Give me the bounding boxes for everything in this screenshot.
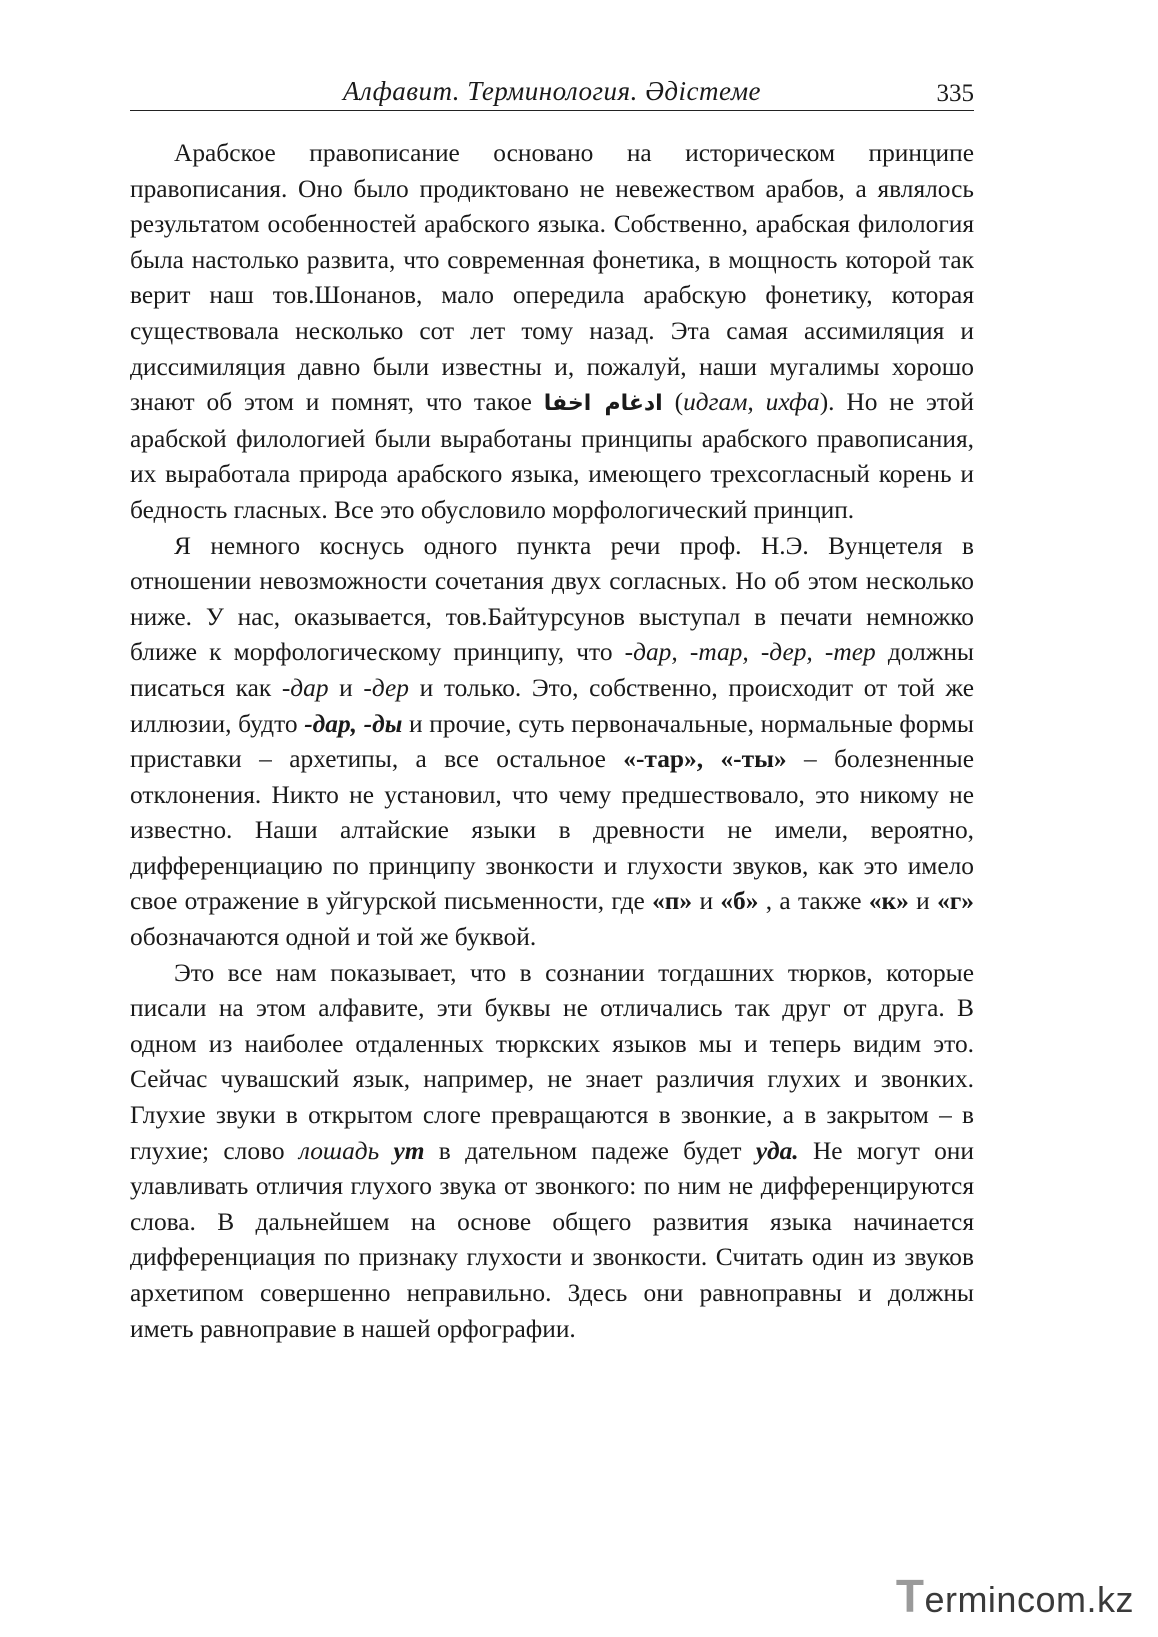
- paragraph: [130, 956, 974, 1348]
- page-header: [130, 70, 974, 111]
- page-number: 335: [936, 80, 974, 107]
- text-run: «к»: [868, 887, 909, 916]
- text-run: лошадь: [298, 1136, 380, 1165]
- paragraph: [130, 136, 974, 529]
- text-run: уда.: [755, 1136, 799, 1165]
- text-run: – болезненные отклонения. Никто не установил, что чему предшествовало, это никому не известно. Наши алтайские языки в древности не имели, вероятно, дифференциацию по принципу звонкости и глухости звуков, как это имело свое отражение в уйгурской письменности, где: [130, 745, 974, 916]
- watermark-circle: o: [1035, 1579, 1056, 1620]
- text-run: -дар: [281, 673, 329, 702]
- running-title: Алфавит. Терминология. Әдістеме: [342, 76, 762, 106]
- text-run: Это все нам показывает, что в сознании тогдашних тюрков, которые писали на этом алфавите, эти буквы не отличались так друг от друга. В одном из наиболее отдаленных тюркских языков мы и теперь видим это. Сейчас чувашский язык, например, не знает различия глухих и звонких. Глухие звуки в открытом слоге превращаются в звонкие, а в закрытом – в глухие; слово: [130, 958, 974, 1165]
- text-run: обозначаются одной и той же буквой.: [130, 923, 537, 952]
- text-run: «п»: [652, 887, 693, 916]
- text-run: должны писаться как: [130, 638, 974, 702]
- text-run: -дар, -ды: [304, 709, 403, 738]
- paragraph: [130, 529, 974, 956]
- text-run: -дер: [363, 673, 409, 702]
- text-run: Не могут они улавливать отличия глухого звука от звонкого: по ним не дифференцируются слова. В дальнейшем на основе общего развития языка начинается дифференциация по признаку глухости и звонкости. Считать один из звуков архетипом совершенно неправильно. Здесь они равноправны и должны иметь равноправие в нашей орфографии.: [130, 1136, 974, 1343]
- text-run: «г»: [937, 887, 974, 916]
- text-run: [379, 1137, 393, 1165]
- body-text: [130, 136, 974, 1347]
- site-watermark: [896, 1569, 1134, 1623]
- text-run: идгам, ихфа: [683, 388, 820, 417]
- text-run: ). Но не этой арабской филологией были выработаны принципы арабского правописания, их выработала природа арабского языка, имеющего трехсогласный корень и бедность гласных. Все это обусловило морфологический принцип.: [130, 388, 974, 524]
- text-run: и прочие, суть первоначальные, нормальные формы приставки – архетипы, а все остальное: [130, 709, 974, 774]
- text-run: , а также: [758, 887, 869, 916]
- watermark-domain: m.kz: [1056, 1579, 1134, 1620]
- text-run: ут: [393, 1136, 425, 1165]
- watermark-letter: T: [895, 1570, 925, 1622]
- text-run: и: [908, 887, 938, 916]
- text-run: и: [328, 673, 364, 702]
- arabic-term: ادغام اخفا: [543, 391, 663, 417]
- text-run: Арабское правописание основано на историческом принципе правописания. Оно было продиктовано не невежеством арабов, а являлось результатом особенностей арабского языка. Собственно, арабская филология была настолько развита, что современная фонетика, в мощность которой так верит наш тов.Шонанов, мало опередила арабскую фонетику, которая существовала несколько сот лет тому назад. Эта самая ассимиляция и диссимиляция давно были известны и, пожалуй, наши мугалимы хорошо знают об этом и помнят, что такое: [130, 139, 974, 417]
- text-run: «-тар», «-ты»: [623, 745, 787, 774]
- text-run: -дар, -тар, -дер, -тер: [624, 638, 876, 667]
- text-run: в дательном падеже будет: [424, 1136, 756, 1165]
- text-run: «б»: [720, 887, 759, 916]
- text-run: и: [692, 887, 721, 916]
- text-run: Я немного коснусь одного пункта речи проф. Н.Э. Вунцетеля в отношении невозможности сочетания двух согласных. Но об этом несколько ниже. У нас, оказывается, тов.Байтурсунов выступал в печати немножко ближе к морфологическому принципу, что: [130, 531, 974, 667]
- text-run: и только. Это, собственно, происходит от той же иллюзии, будто: [130, 673, 974, 738]
- text-run: (: [662, 388, 684, 417]
- watermark-text: erminc: [924, 1579, 1036, 1620]
